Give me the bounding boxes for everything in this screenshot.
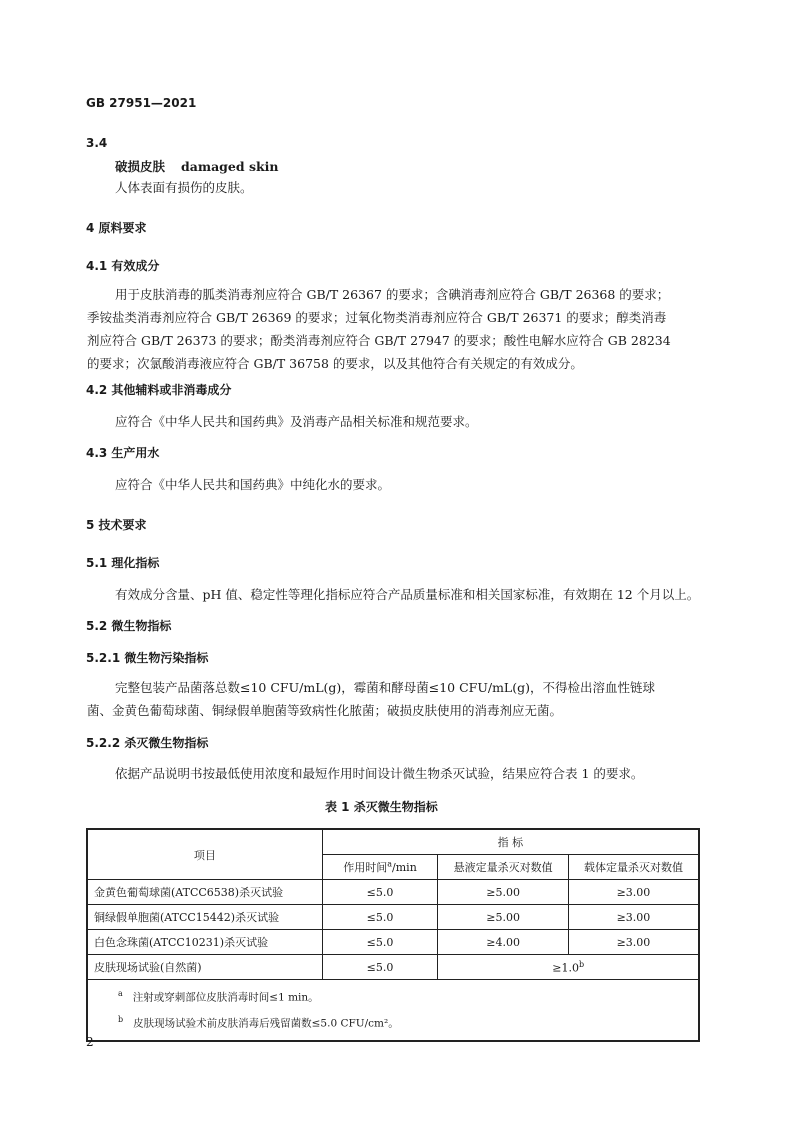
cell-carrier: ≥3.00 [568, 880, 699, 905]
header-time-label: 作用时间 [343, 861, 388, 874]
header-suspension: 悬液定量杀灭对数值 [438, 855, 569, 880]
footnote-mark: b [118, 1014, 124, 1024]
text-line: 剂应符合 GB/T 26373 的要求；酚类消毒剂应符合 GB/T 27947 的要求；酸性电解水应符合 GB 28234 [87, 333, 671, 348]
cell-item: 金黄色葡萄球菌(ATCC6538)杀灭试验 [87, 880, 322, 905]
note-b-text: 皮肤现场试验术前皮肤消毒后残留菌数≤5.0 CFU/cm²。 [133, 1017, 399, 1029]
cell-item: 皮肤现场试验(自然菌) [87, 955, 322, 980]
table-header-row [87, 829, 699, 855]
section-5-heading: 5 技术要求 [86, 518, 147, 532]
clause-3-4-number: 3.4 [86, 136, 108, 150]
text-line: 完整包装产品菌落总数≤10 CFU/mL(g)，霉菌和酵母菌≤10 CFU/mL(g)，不得检出溶血性链球 [115, 680, 655, 695]
cell-carrier: ≥3.00 [568, 905, 699, 930]
note-a-text: 注射或穿刺部位皮肤消毒时间≤1 min。 [132, 991, 319, 1004]
footnote-mark: a [387, 859, 393, 869]
term-english: damaged skin [181, 159, 279, 174]
clause-5-1-text: 有效成分含量、pH 值、稳定性等理化指标应符合产品质量标准和相关国家标准，有效期在 12 个月以上。 [115, 587, 700, 602]
term-chinese: 破损皮肤 [115, 159, 166, 174]
text-line: 用于皮肤消毒的胍类消毒剂应符合 GB/T 26367 的要求；含碘消毒剂应符合 GB/T 26368 的要求； [115, 287, 670, 302]
cell-item: 白色念珠菌(ATCC10231)杀灭试验 [87, 930, 322, 955]
cell-time: ≤5.0 [322, 930, 438, 955]
header-time [322, 855, 438, 880]
section-4-heading: 4 原料要求 [86, 221, 147, 235]
note-a [118, 983, 692, 1009]
cell-item: 铜绿假单胞菌(ATCC15442)杀灭试验 [87, 905, 322, 930]
clause-4-2-heading: 4.2 其他辅料或非消毒成分 [86, 383, 232, 397]
cell-time: ≤5.0 [322, 955, 438, 980]
note-b [118, 1009, 692, 1035]
text-line: 的要求；次氯酸消毒液应符合 GB/T 36758 的要求，以及其他符合有关规定的有效成分。 [87, 356, 583, 371]
cell-time: ≤5.0 [322, 880, 438, 905]
clause-4-1-heading: 4.1 有效成分 [86, 259, 160, 273]
table-row [87, 930, 699, 955]
clause-4-3-heading: 4.3 生产用水 [86, 446, 160, 460]
table-row [87, 880, 699, 905]
header-index: 指 标 [322, 829, 699, 855]
cell-carrier: ≥3.00 [568, 930, 699, 955]
field-value: ≥1.0 [552, 961, 579, 975]
header-item: 项目 [87, 829, 322, 880]
clause-5-2-heading: 5.2 微生物指标 [86, 619, 172, 633]
table-notes-row [87, 980, 699, 1042]
microbicidal-index-table [86, 828, 700, 1042]
clause-5-2-2-heading: 5.2.2 杀灭微生物指标 [86, 736, 209, 750]
table-row [87, 905, 699, 930]
term-entry [115, 157, 279, 175]
clause-5-1-heading: 5.1 理化指标 [86, 556, 160, 570]
term-definition: 人体表面有损伤的皮肤。 [115, 180, 253, 195]
clause-4-2-text: 应符合《中华人民共和国药典》及消毒产品相关标准和规范要求。 [115, 414, 478, 429]
footnote-mark: a [118, 989, 123, 998]
table-notes [87, 980, 699, 1042]
text-line: 季铵盐类消毒剂应符合 GB/T 26369 的要求；过氧化物类消毒剂应符合 GB/T 26371 的要求；醇类消毒 [87, 310, 667, 325]
header-time-unit: /min [392, 861, 417, 874]
clause-5-2-2-text: 依据产品说明书按最低使用浓度和最短作用时间设计微生物杀灭试验，结果应符合表 1 的要求。 [115, 766, 644, 781]
table-row-field-test [87, 955, 699, 980]
cell-suspension: ≥5.00 [438, 905, 569, 930]
footnote-mark: b [578, 959, 585, 969]
clause-5-2-1-text [87, 676, 700, 722]
header-carrier: 载体定量杀灭对数值 [568, 855, 699, 880]
text-line: 菌、金黄色葡萄球菌、铜绿假单胞菌等致病性化脓菌；破损皮肤使用的消毒剂应无菌。 [87, 703, 563, 718]
cell-suspension: ≥4.00 [438, 930, 569, 955]
clause-4-1-text [87, 283, 700, 375]
table-caption: 表 1 杀灭微生物指标 [325, 800, 438, 814]
page-number: 2 [86, 1035, 94, 1049]
cell-field-value [438, 955, 699, 980]
cell-suspension: ≥5.00 [438, 880, 569, 905]
cell-time: ≤5.0 [322, 905, 438, 930]
clause-5-2-1-heading: 5.2.1 微生物污染指标 [86, 651, 209, 665]
clause-4-3-text: 应符合《中华人民共和国药典》中纯化水的要求。 [115, 477, 391, 492]
standard-number: GB 27951—2021 [86, 96, 197, 110]
